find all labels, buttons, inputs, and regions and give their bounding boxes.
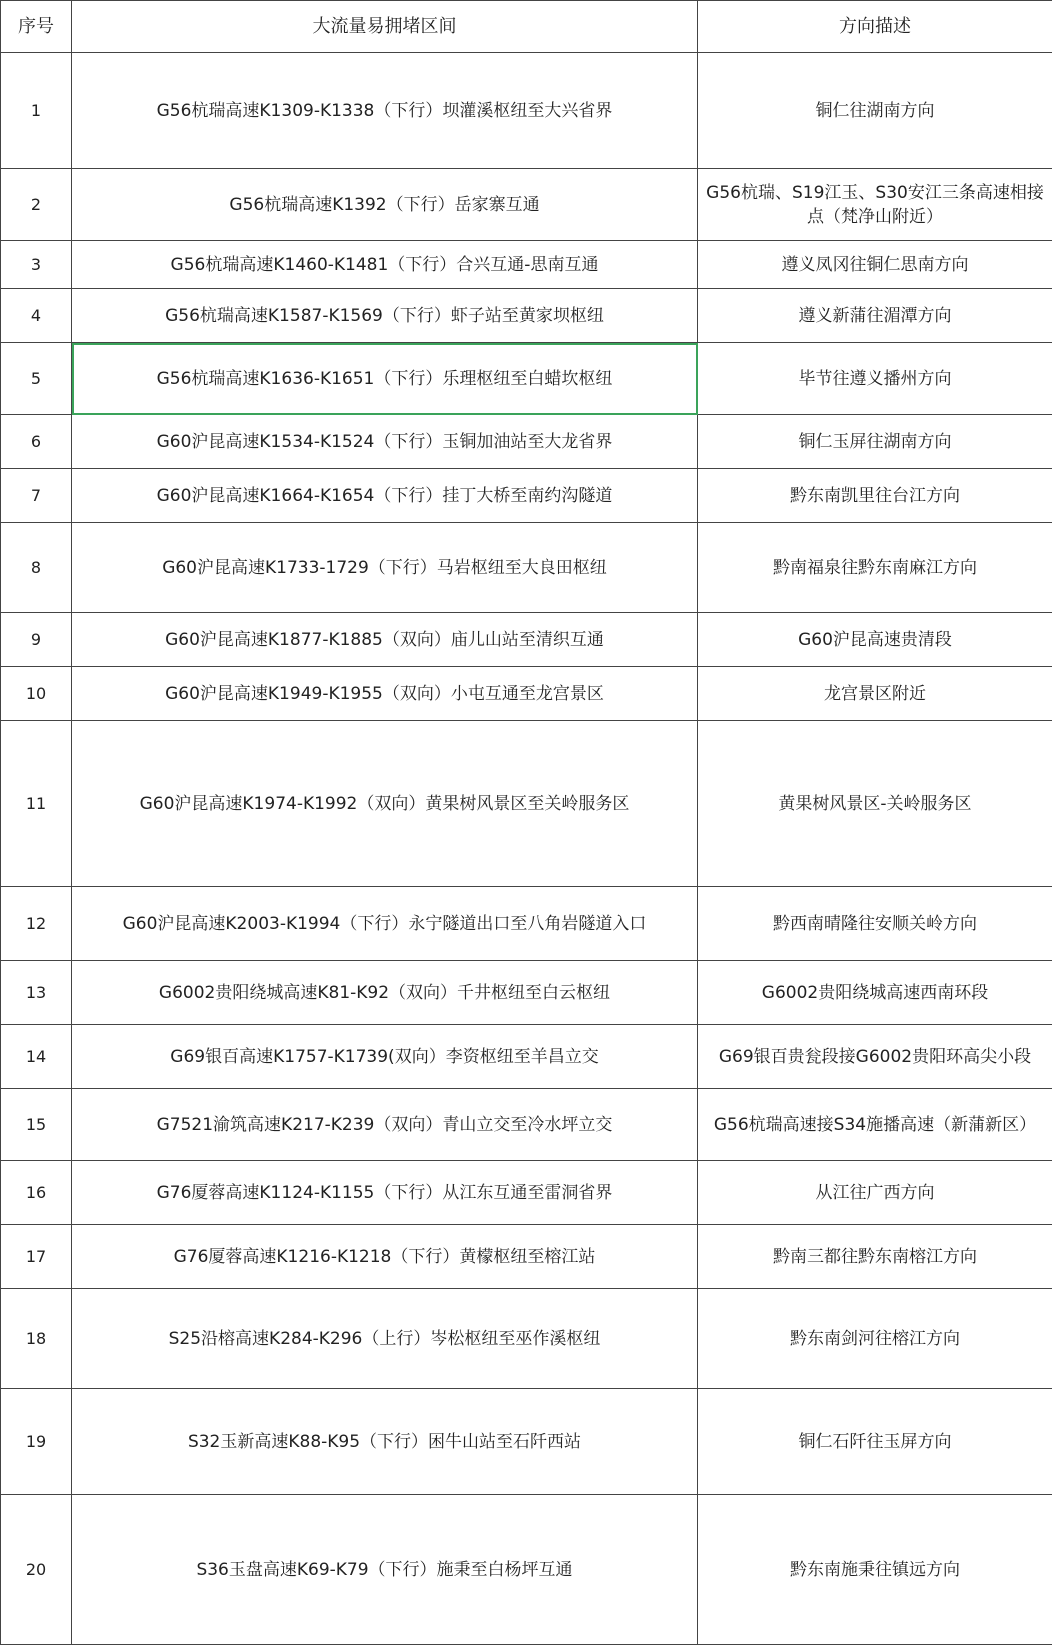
- table-row: [1, 887, 1052, 961]
- header-row: [1, 1, 1052, 53]
- row-direction[interactable]: 黔东南凯里往台江方向: [698, 469, 1052, 523]
- row-direction[interactable]: 黄果树风景区-关岭服务区: [698, 721, 1052, 887]
- row-number[interactable]: 7: [1, 469, 72, 523]
- row-section[interactable]: G60沪昆高速K2003-K1994（下行）永宁隧道出口至八角岩隧道入口: [72, 887, 698, 961]
- row-direction[interactable]: 遵义新蒲往湄潭方向: [698, 289, 1052, 343]
- table-row: [1, 523, 1052, 613]
- row-section[interactable]: G60沪昆高速K1664-K1654（下行）挂丁大桥至南约沟隧道: [72, 469, 698, 523]
- table-row: [1, 721, 1052, 887]
- row-direction[interactable]: 遵义凤冈往铜仁思南方向: [698, 241, 1052, 289]
- row-direction[interactable]: 铜仁玉屏往湖南方向: [698, 415, 1052, 469]
- row-number[interactable]: 12: [1, 887, 72, 961]
- table-row: [1, 241, 1052, 289]
- table-row: [1, 1289, 1052, 1389]
- row-section[interactable]: G76厦蓉高速K1216-K1218（下行）黄檬枢纽至榕江站: [72, 1225, 698, 1289]
- header-cell-number[interactable]: 序号: [1, 1, 72, 53]
- row-number[interactable]: 10: [1, 667, 72, 721]
- row-direction[interactable]: 毕节往遵义播州方向: [698, 343, 1052, 415]
- table-row: [1, 667, 1052, 721]
- row-section[interactable]: G60沪昆高速K1974-K1992（双向）黄果树风景区至关岭服务区: [72, 721, 698, 887]
- row-section[interactable]: G60沪昆高速K1733-1729（下行）马岩枢纽至大良田枢纽: [72, 523, 698, 613]
- row-direction[interactable]: 铜仁往湖南方向: [698, 53, 1052, 169]
- row-section[interactable]: G6002贵阳绕城高速K81-K92（双向）千井枢纽至白云枢纽: [72, 961, 698, 1025]
- table-row: [1, 53, 1052, 169]
- row-number[interactable]: 6: [1, 415, 72, 469]
- row-section[interactable]: G56杭瑞高速K1587-K1569（下行）虾子站至黄家坝枢纽: [72, 289, 698, 343]
- row-section[interactable]: G7521渝筑高速K217-K239（双向）青山立交至冷水坪立交: [72, 1089, 698, 1161]
- table-row: [1, 613, 1052, 667]
- header-cell-section[interactable]: 大流量易拥堵区间: [72, 1, 698, 53]
- row-number[interactable]: 4: [1, 289, 72, 343]
- row-number[interactable]: 14: [1, 1025, 72, 1089]
- row-direction[interactable]: 黔东南施秉往镇远方向: [698, 1495, 1052, 1645]
- row-number[interactable]: 18: [1, 1289, 72, 1389]
- row-number[interactable]: 19: [1, 1389, 72, 1495]
- table-row: [1, 1161, 1052, 1225]
- row-number[interactable]: 11: [1, 721, 72, 887]
- row-section[interactable]: G56杭瑞高速K1460-K1481（下行）合兴互通-思南互通: [72, 241, 698, 289]
- row-direction[interactable]: G56杭瑞、S19江玉、S30安江三条高速相接点（梵净山附近）: [698, 169, 1052, 241]
- row-section[interactable]: G69银百高速K1757-K1739(双向）李资枢纽至羊昌立交: [72, 1025, 698, 1089]
- row-number[interactable]: 8: [1, 523, 72, 613]
- row-section[interactable]: G56杭瑞高速K1309-K1338（下行）坝灌溪枢纽至大兴省界: [72, 53, 698, 169]
- row-number[interactable]: 16: [1, 1161, 72, 1225]
- row-number[interactable]: 5: [1, 343, 72, 415]
- table-row: [1, 289, 1052, 343]
- row-section[interactable]: G76厦蓉高速K1124-K1155（下行）从江东互通至雷洞省界: [72, 1161, 698, 1225]
- header-cell-direction[interactable]: 方向描述: [698, 1, 1052, 53]
- row-direction[interactable]: 黔南三都往黔东南榕江方向: [698, 1225, 1052, 1289]
- row-direction[interactable]: 黔南福泉往黔东南麻江方向: [698, 523, 1052, 613]
- row-number[interactable]: 2: [1, 169, 72, 241]
- row-direction[interactable]: 黔西南晴隆往安顺关岭方向: [698, 887, 1052, 961]
- row-section[interactable]: G60沪昆高速K1949-K1955（双向）小屯互通至龙宫景区: [72, 667, 698, 721]
- row-section[interactable]: S36玉盘高速K69-K79（下行）施秉至白杨坪互通: [72, 1495, 698, 1645]
- row-direction[interactable]: 黔东南剑河往榕江方向: [698, 1289, 1052, 1389]
- row-number[interactable]: 1: [1, 53, 72, 169]
- row-direction[interactable]: G60沪昆高速贵清段: [698, 613, 1052, 667]
- row-number[interactable]: 15: [1, 1089, 72, 1161]
- row-section[interactable]: G60沪昆高速K1877-K1885（双向）庙儿山站至清织互通: [72, 613, 698, 667]
- table-row: [1, 1025, 1052, 1089]
- table-row: [1, 1389, 1052, 1495]
- row-number[interactable]: 3: [1, 241, 72, 289]
- table-row: [1, 1225, 1052, 1289]
- row-direction[interactable]: G56杭瑞高速接S34施播高速（新蒲新区）: [698, 1089, 1052, 1161]
- row-number[interactable]: 20: [1, 1495, 72, 1645]
- selected-cell[interactable]: G56杭瑞高速K1636-K1651（下行）乐理枢纽至白蜡坎枢纽: [72, 343, 698, 415]
- row-section[interactable]: S32玉新高速K88-K95（下行）困牛山站至石阡西站: [72, 1389, 698, 1495]
- table-row: [1, 169, 1052, 241]
- row-direction[interactable]: G69银百贵瓮段接G6002贵阳环高尖小段: [698, 1025, 1052, 1089]
- row-direction[interactable]: 龙宫景区附近: [698, 667, 1052, 721]
- table-row: [1, 469, 1052, 523]
- table-row: [1, 415, 1052, 469]
- row-section[interactable]: S25沿榕高速K284-K296（上行）岑松枢纽至巫作溪枢纽: [72, 1289, 698, 1389]
- row-number[interactable]: 17: [1, 1225, 72, 1289]
- row-number[interactable]: 9: [1, 613, 72, 667]
- table-row: [1, 1089, 1052, 1161]
- row-direction[interactable]: 从江往广西方向: [698, 1161, 1052, 1225]
- row-section[interactable]: G60沪昆高速K1534-K1524（下行）玉铜加油站至大龙省界: [72, 415, 698, 469]
- table-row: [1, 1495, 1052, 1645]
- table-row: [1, 343, 1052, 415]
- row-direction[interactable]: G6002贵阳绕城高速西南环段: [698, 961, 1052, 1025]
- row-section[interactable]: G56杭瑞高速K1392（下行）岳家寨互通: [72, 169, 698, 241]
- table-row: [1, 961, 1052, 1025]
- row-direction[interactable]: 铜仁石阡往玉屏方向: [698, 1389, 1052, 1495]
- row-number[interactable]: 13: [1, 961, 72, 1025]
